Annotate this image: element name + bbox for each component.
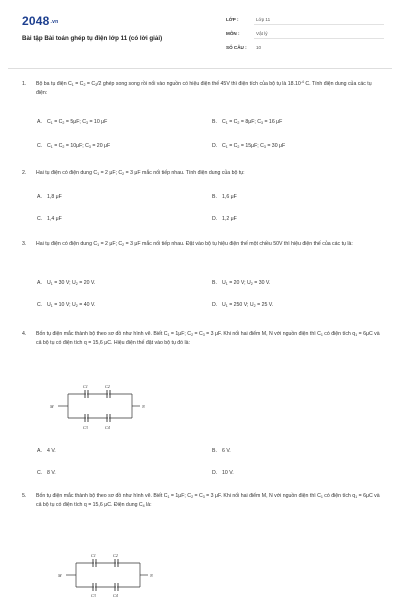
question-number: 1. [22,81,27,87]
option-label: C. [37,302,43,308]
question-5 [22,492,382,536]
option-label: A. [37,194,42,200]
cap-c1-label: C1 [83,384,88,389]
option-text: $U_1 = 30$ V; $U_2 = 20$ V. [47,280,96,286]
answer-option-1a[interactable] [37,119,107,125]
logo-text: 2048 [22,14,50,28]
logo-suffix: .vn [50,19,59,25]
node-n-label: N [150,573,153,578]
question-1 [22,80,382,140]
cap-c1-label: C1 [91,553,96,558]
option-text: 6 V. [222,448,231,454]
question-text: Bốn tụ điện mắc thành bộ theo sơ đồ như hình vẽ. Biết $C_1 = 1\mu F$; $C_2 = C_3 = 3$ μF. Khi nối hai điểm M, N với nguồn điện thì $C_1$ có điện tích $q_1 = 6\mu C$ và cả bộ tụ có điện tích q = 15,6 μC. Điện dung $C_4$ là: [36,493,380,509]
option-label: D. [212,302,218,308]
option-label: A. [37,280,42,286]
option-label: A. [37,448,42,454]
option-label: D. [212,216,218,222]
cap-c3-label: C3 [91,593,96,598]
question-number: 4. [22,331,27,337]
node-m-label: M [50,404,54,409]
meta-divider [254,24,384,25]
meta-divider [254,38,384,39]
header [0,0,400,66]
option-text: $U_1 = 10$ V; $U_2 = 40$ V. [47,302,96,308]
answer-option-3c[interactable] [37,302,95,308]
question-text: Bốn tụ điện mắc thành bộ theo sơ đồ như hình vẽ. Biết $C_1 = 1\mu F$; $C_2 = C_3 = 3$ μF. Khi nối hai điểm M, N với nguồn điện thì $C_1$ có điện tích $q_1 = 6\mu C$ và cả bộ tụ có điện tích q = 15,6 μC. Hiệu điện thế đặt vào bộ tụ đó là: [36,331,380,347]
question-text: Hai tụ điện có điện dung $C_1 = 2$ μF; $C_2 = 3$ μF mắc nối tiếp nhau. Tính điện dung của bộ tụ: [36,170,245,176]
document-title: Bài tập Bài toán ghép tụ điện lớp 11 (có lời giải) [22,35,163,42]
question-number: 2. [22,170,27,176]
option-text: 8 V. [47,470,56,476]
option-label: D. [212,143,218,149]
question-number: 5. [22,493,27,499]
count-value: 10 [256,45,262,50]
cap-c4-label: C4 [105,425,110,430]
subject-label: MÔN : [226,31,240,36]
answer-option-4a[interactable] [37,448,56,454]
option-label: B. [212,119,217,125]
option-text: $C_1 = C_2 = 10\mu F$; $C_3 = 20$ μF [47,143,111,149]
site-logo[interactable] [22,14,58,28]
cap-c4-label: C4 [113,593,118,598]
cap-c3-label: C3 [83,425,88,430]
option-label: B. [212,448,217,454]
option-label: C. [37,143,43,149]
option-label: D. [212,470,218,476]
class-value: Lớp 11 [256,17,271,22]
subject-value: Vật lý [256,31,268,36]
question-4 [22,330,382,374]
answer-option-1d[interactable] [212,143,285,149]
question-3 [22,240,382,270]
question-text: Hai tụ điện có điện dung $C_1 = 2$ μF; $C_2 = 3$ μF mắc nối tiếp nhau. Đặt vào bộ tụ hiệu điện thế một chiều 50V thì hiệu điện thế của các tụ là: [36,241,353,247]
option-label: C. [37,470,43,476]
option-label: B. [212,194,217,200]
option-text: $C_1 = C_2 = 8\mu F$; $C_3 = 16$ μF [222,119,283,125]
option-text: $U_1 = 250$ V; $U_2 = 25$ V. [222,302,274,308]
class-label: LỚP : [226,17,239,22]
answer-option-1c[interactable] [37,143,110,149]
count-label: SỐ CÂU : [226,45,247,50]
answer-option-2a[interactable] [37,194,62,200]
option-text: $C_1 = C_2 = 15\mu F$; $C_3 = 30$ μF [222,143,286,149]
option-text: $C_1 = C_2 = 5\mu F$; $C_3 = 10$ μF [47,119,108,125]
answer-option-4d[interactable] [212,470,234,476]
option-text: 10 V. [222,470,234,476]
answer-option-3b[interactable] [212,280,270,286]
node-m-label: M [58,573,62,578]
header-divider [8,68,392,69]
option-text: 1,2 μF [222,216,237,222]
answer-option-2c[interactable] [37,216,62,222]
answer-option-2d[interactable] [212,216,237,222]
option-text: 1,6 μF [222,194,237,200]
answer-option-2b[interactable] [212,194,237,200]
answer-option-3d[interactable] [212,302,273,308]
option-label: A. [37,119,42,125]
option-label: B. [212,280,217,286]
node-n-label: N [142,404,145,409]
circuit-diagram-5 [52,553,158,599]
question-2 [22,169,382,183]
option-text: 4 V. [47,448,56,454]
question-text: Bộ ba tụ điện $C_1 = C_2 = C_3/2$ ghép song song rồi nối vào nguồn có hiệu điện thế 45V thì điện tích của bộ tụ là $18.10^{-4}$ C. Tính điện dung của các tụ điện: [36,80,372,97]
circuit-diagram-4 [44,384,150,432]
cap-c2-label: C2 [113,553,118,558]
option-text: 1,8 μF [47,194,62,200]
question-number: 3. [22,241,27,247]
answer-option-4c[interactable] [37,470,56,476]
answer-option-3a[interactable] [37,280,95,286]
cap-c2-label: C2 [105,384,110,389]
option-label: C. [37,216,43,222]
answer-option-4b[interactable] [212,448,231,454]
answer-option-1b[interactable] [212,119,282,125]
option-text: $U_1 = 20$ V; $U_2 = 30$ V. [222,280,271,286]
option-text: 1,4 μF [47,216,62,222]
